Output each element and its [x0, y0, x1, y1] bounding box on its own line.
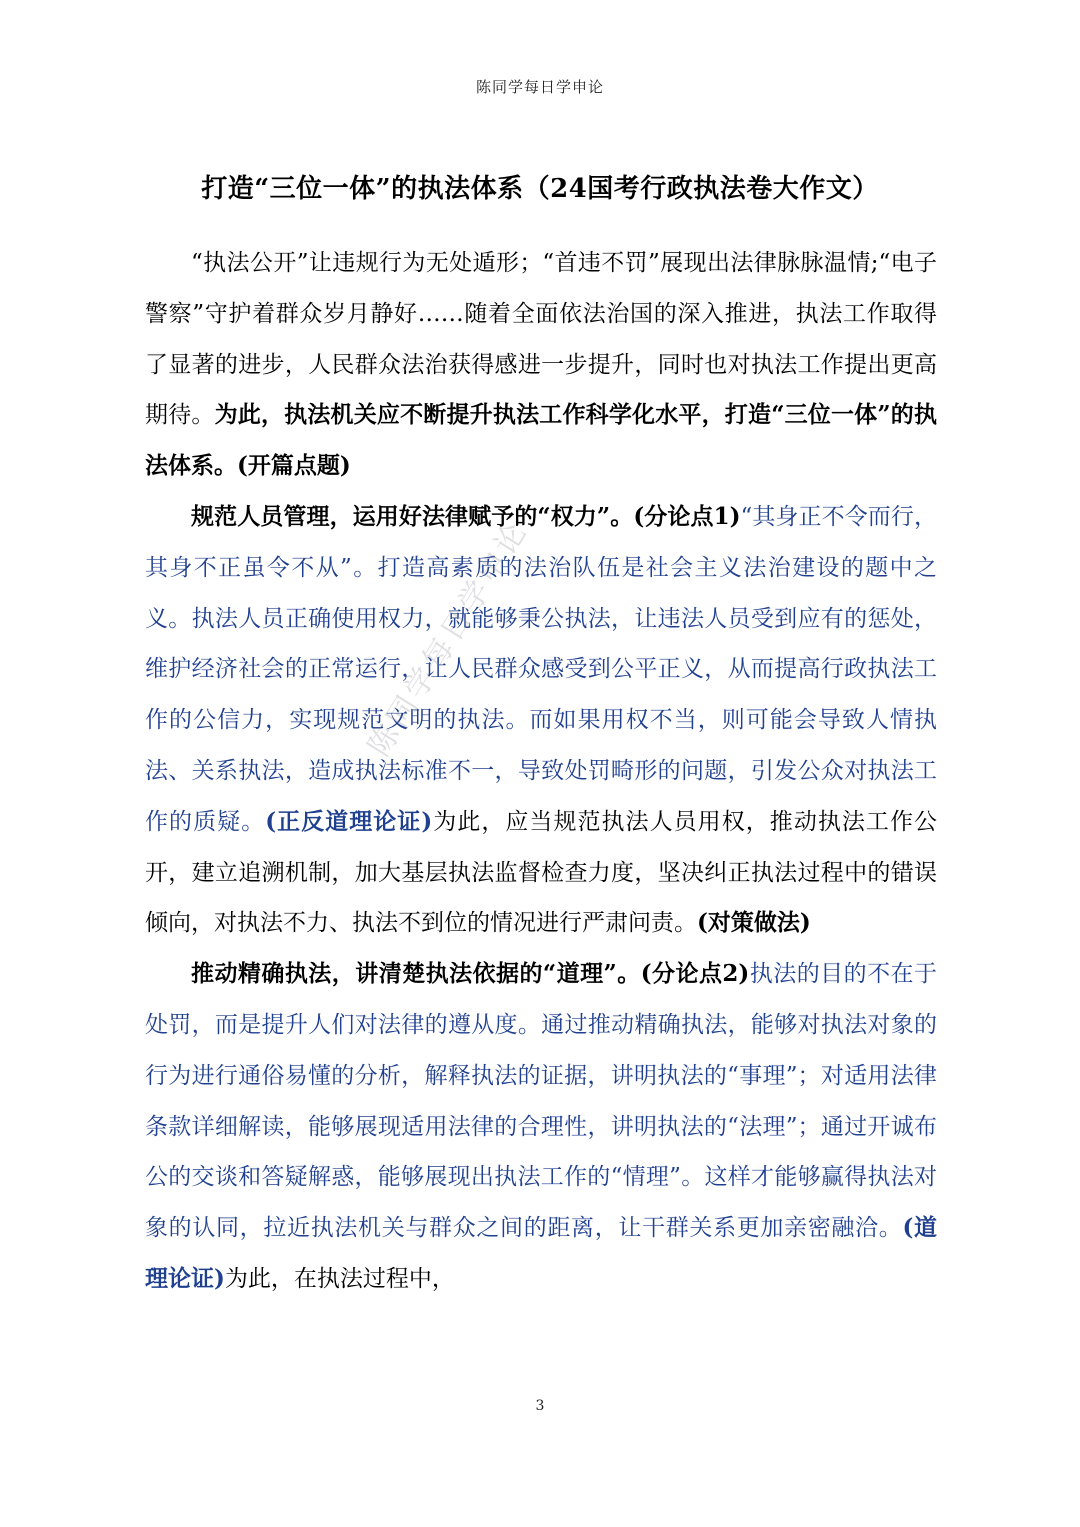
argument-1-measures-tag: (对策做法) [697, 909, 811, 937]
document-title: 打造“三位一体”的执法体系（24国考行政执法卷大作文） [201, 174, 879, 204]
intro-paragraph [145, 238, 937, 492]
article-body [145, 238, 937, 1305]
watermark-text: 陈同学每日学申论 [361, 513, 536, 763]
argument-2-heading: 推动精确执法，讲清楚执法依据的“道理”。(分论点2) [191, 960, 750, 988]
intro-text: “执法公开”让违规行为无处遁形；“首违不罚”展现出法律脉脉温情;“电子警察”守护着群众岁月静好……随着全面依法治国的深入推进，执法工作取得了显著的进步，人民群众法治获得感进一步提升，同时也对执法工作提出更高期待。 [145, 250, 937, 429]
argument-1-paragraph [145, 492, 937, 949]
page-header: 陈同学每日学申论 [475, 78, 604, 96]
argument-1-reasoning: “其身正不令而行，其身不正虽令不从”。打造高素质的法治队伍是社会主义法治建设的题中之义。执法人员正确使用权力，就能够秉公执法，让违法人员受到应有的惩处，维护经济社会的正常运行，让人民群众感受到公平正义，从而提高行政执法工作的公信力，实现规范文明的执法。而如果用权不当，则可能会导致人情执法、关系执法，造成执法标准不一，导致处罚畸形的问题，引发公众对执法工作的质疑。 [145, 503, 937, 835]
argument-2-reasoning-tag: (道理论证) [145, 1214, 938, 1292]
argument-2-reasoning: 执法的目的不在于处罚，而是提升人们对法律的遵从度。通过推动精确执法，能够对执法对象的行为进行通俗易懂的分析，解释执法的证据，讲明执法的“事理”；对适用法律条款详细解读，能够展现适用法律的合理性，讲明执法的“法理”；通过开诚布公的交谈和答疑解惑，能够展现出执法工作的“情理”。这样才能够赢得执法对象的认同，拉近执法机关与群众之间的距离，让干群关系更加亲密融洽。 [145, 961, 938, 1242]
argument-1-heading: 规范人员管理，运用好法律赋予的“权力”。(分论点1) [191, 502, 741, 530]
intro-thesis: 为此，执法机关应不断提升执法工作科学化水平，打造“三位一体”的执法体系。(开篇点题) [145, 401, 937, 480]
argument-2-paragraph [145, 949, 937, 1305]
argument-1-reasoning-tag: (正反道理论证) [265, 807, 433, 835]
page-number: 3 [535, 1398, 545, 1414]
argument-1-measures: 为此，应当规范执法人员用权，推动执法工作公开，建立追溯机制，加大基层执法监督检查力度，坚决纠正执法过程中的错误倾向，对执法不力、执法不到位的情况进行严肃问责。 [145, 808, 938, 937]
argument-2-measures: 为此，在执法过程中， [224, 1265, 455, 1292]
